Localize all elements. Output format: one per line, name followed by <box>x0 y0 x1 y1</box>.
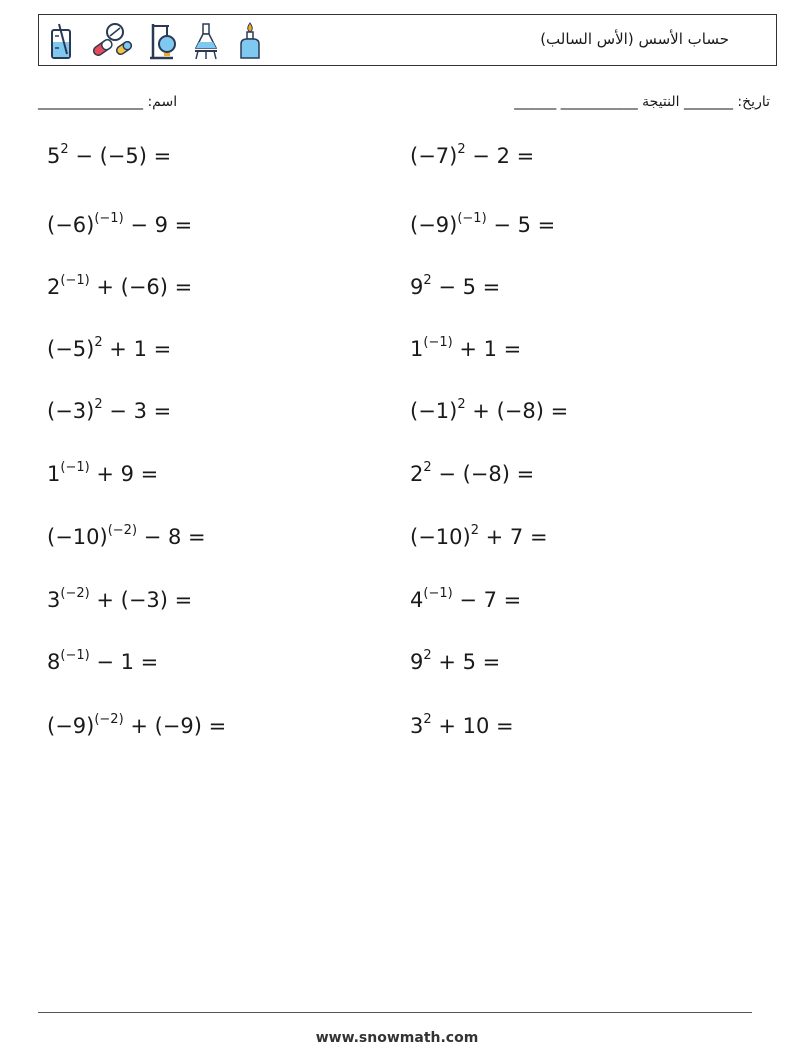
beaker-icon <box>47 20 77 62</box>
problem-12: $2^2 - (-8)$ = <box>410 460 535 486</box>
problem-10: $(-1)^2 + (-8)$ = <box>410 397 569 423</box>
problem-17: $8^{(-1)} - 1$ = <box>47 648 159 674</box>
worksheet-title: حساب الأسس (الأس السالب) <box>540 30 729 48</box>
problem-18: $9^2 + 5$ = <box>410 648 501 674</box>
problem-14: $(-10)^2 + 7$ = <box>410 523 548 549</box>
header-icons <box>47 19 265 63</box>
problem-2: $(-7)^2 - 2$ = <box>410 142 535 168</box>
problem-4: $(-9)^{(-1)} - 5$ = <box>410 211 556 237</box>
burner-icon <box>235 20 265 62</box>
problem-5: $2^{(-1)} + (-6)$ = <box>47 273 193 299</box>
footer-site: www.snowmath.com <box>315 1030 479 1046</box>
retort-stand-icon <box>147 20 177 62</box>
footer-divider <box>38 1012 752 1013</box>
pills-icon <box>91 20 133 62</box>
date-score-field: تاريخ: _______ النتيجة ___________ ______ <box>514 94 770 110</box>
problem-9: $(-3)^2 - 3$ = <box>47 397 172 423</box>
problem-19: $(-9)^{(-2)} + (-9)$ = <box>47 712 227 738</box>
problem-3: $(-6)^{(-1)} - 9$ = <box>47 211 193 237</box>
problem-13: $(-10)^{(-2)} - 8$ = <box>47 523 206 549</box>
problem-6: $9^2 - 5$ = <box>410 273 501 299</box>
problem-1: $5^2 - (-5)$ = <box>47 142 172 168</box>
problem-16: $4^{(-1)} - 7$ = <box>410 586 522 612</box>
problem-20: $3^2 + 10$ = <box>410 712 514 738</box>
problem-7: $(-5)^2 + 1$ = <box>47 335 172 361</box>
problem-15: $3^{(-2)} + (-3)$ = <box>47 586 193 612</box>
problem-8: $1^{(-1)} + 1$ = <box>410 335 522 361</box>
name-field: اسم: _______________ <box>38 94 178 110</box>
worksheet-header <box>38 14 777 66</box>
problem-11: $1^{(-1)} + 9$ = <box>47 460 159 486</box>
flask-icon <box>191 20 221 62</box>
